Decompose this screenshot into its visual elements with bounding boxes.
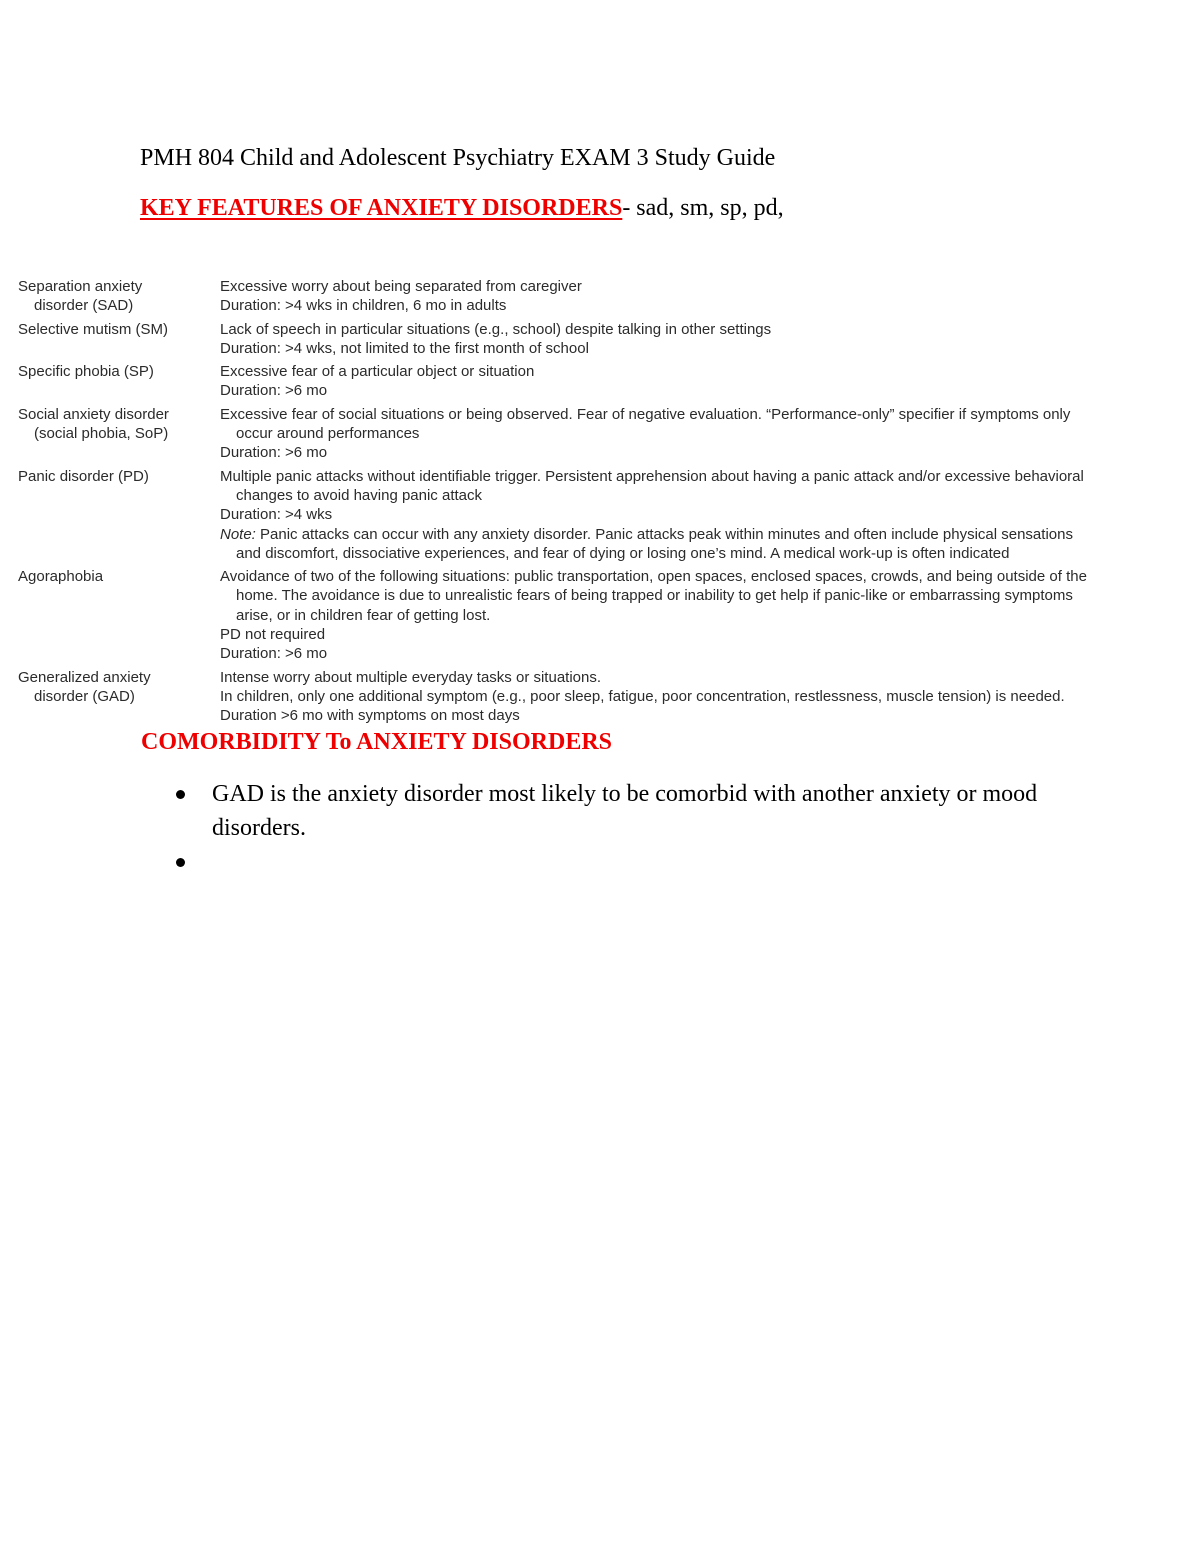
bullet-text: GAD is the anxiety disorder most likely to be comorbid with another anxiety or mood disorders. — [212, 781, 1038, 841]
description-line: In children, only one additional symptom (e.g., poor sleep, fatigue, poor concentration, restlessness, muscle tension) is needed. — [220, 687, 1065, 705]
duration-line: Duration: >6 mo — [220, 645, 328, 663]
description-cell — [220, 467, 1183, 563]
condition-name: Selective mutism (SM) — [18, 320, 169, 338]
description-line: Multiple panic attacks without identifiable trigger. Persistent apprehension about having a panic attack and/or excessive behavioral — [220, 467, 1084, 485]
note-line — [220, 525, 1183, 544]
table-row — [18, 320, 1183, 359]
duration-line: Duration: >4 wks — [220, 506, 333, 524]
key-features-heading — [140, 192, 784, 224]
description-line: Excessive fear of a particular object or situation — [220, 363, 535, 381]
description-cell — [220, 668, 1183, 726]
note-text: Panic attacks can occur with any anxiety disorder. Panic attacks peak within minutes and often include physical sensations — [255, 525, 1073, 543]
table-row — [18, 467, 1183, 563]
condition-cell — [18, 362, 220, 401]
condition-name: Panic disorder (PD) — [18, 467, 149, 485]
table-row — [18, 405, 1183, 463]
note-line: and discomfort, dissociative experiences, and fear of dying or losing one’s mind. A medical work-up is often indicated — [236, 544, 1010, 562]
description-line: occur around performances — [236, 425, 420, 443]
description-line: home. The avoidance is due to unrealistic fears of being trapped or inability to get help if panic-like or embarrassing symptoms — [236, 587, 1073, 605]
comorbidity-bullet-list — [172, 777, 1092, 879]
description-cell — [220, 567, 1183, 663]
condition-name: disorder (SAD) — [34, 297, 134, 315]
document-title: PMH 804 Child and Adolescent Psychiatry EXAM 3 Study Guide — [140, 145, 776, 171]
condition-name: (social phobia, SoP) — [34, 425, 169, 443]
description-line: PD not required — [220, 626, 326, 644]
description-line: Excessive worry about being separated from caregiver — [220, 278, 582, 295]
comorbidity-heading: COMORBIDITY To ANXIETY DISORDERS — [141, 729, 612, 755]
bullet-icon — [176, 858, 185, 867]
description-cell — [220, 320, 1183, 359]
list-item — [172, 777, 1092, 845]
note-label: Note: — [220, 525, 256, 543]
key-features-heading-suffix: - sad, sm, sp, pd, — [622, 195, 784, 221]
condition-name: disorder (GAD) — [34, 687, 135, 705]
condition-name: Agoraphobia — [18, 568, 104, 586]
condition-cell — [18, 467, 220, 563]
duration-line: Duration: >4 wks, not limited to the first month of school — [220, 339, 589, 357]
description-cell — [220, 405, 1183, 463]
anxiety-features-table — [18, 277, 1183, 730]
condition-cell — [18, 277, 220, 316]
description-cell — [220, 277, 1183, 316]
description-cell — [220, 362, 1183, 401]
description-line: Lack of speech in particular situations (e.g., school) despite talking in other settings — [220, 320, 772, 338]
description-line: Intense worry about multiple everyday tasks or situations. — [220, 668, 602, 686]
condition-cell — [18, 405, 220, 463]
duration-line: Duration: >4 wks in children, 6 mo in adults — [220, 297, 507, 315]
condition-cell — [18, 668, 220, 726]
description-line: Avoidance of two of the following situations: public transportation, open spaces, enclosed spaces, crowds, and being outside of the — [220, 568, 1087, 586]
table-row — [18, 567, 1183, 663]
duration-line: Duration >6 mo with symptoms on most days — [220, 707, 520, 725]
table-row — [18, 277, 1183, 316]
table-row — [18, 668, 1183, 726]
description-line: changes to avoid having panic attack — [236, 486, 482, 504]
condition-cell — [18, 567, 220, 663]
duration-line: Duration: >6 mo — [220, 382, 328, 400]
condition-name: Generalized anxiety — [18, 668, 151, 686]
condition-name: Social anxiety disorder — [18, 405, 169, 423]
condition-name: Specific phobia (SP) — [18, 363, 154, 381]
duration-line: Duration: >6 mo — [220, 444, 328, 462]
description-line: arise, or in children fear of getting lost. — [236, 606, 491, 624]
description-line: Excessive fear of social situations or being observed. Fear of negative evaluation. “Performance-only” specifier if symptoms only — [220, 405, 1071, 423]
table-row — [18, 362, 1183, 401]
key-features-heading-text: KEY FEATURES OF ANXIETY DISORDERS — [140, 195, 623, 221]
bullet-icon — [176, 790, 185, 799]
list-item — [172, 845, 1092, 879]
condition-cell — [18, 320, 220, 359]
condition-name: Separation anxiety — [18, 278, 143, 295]
